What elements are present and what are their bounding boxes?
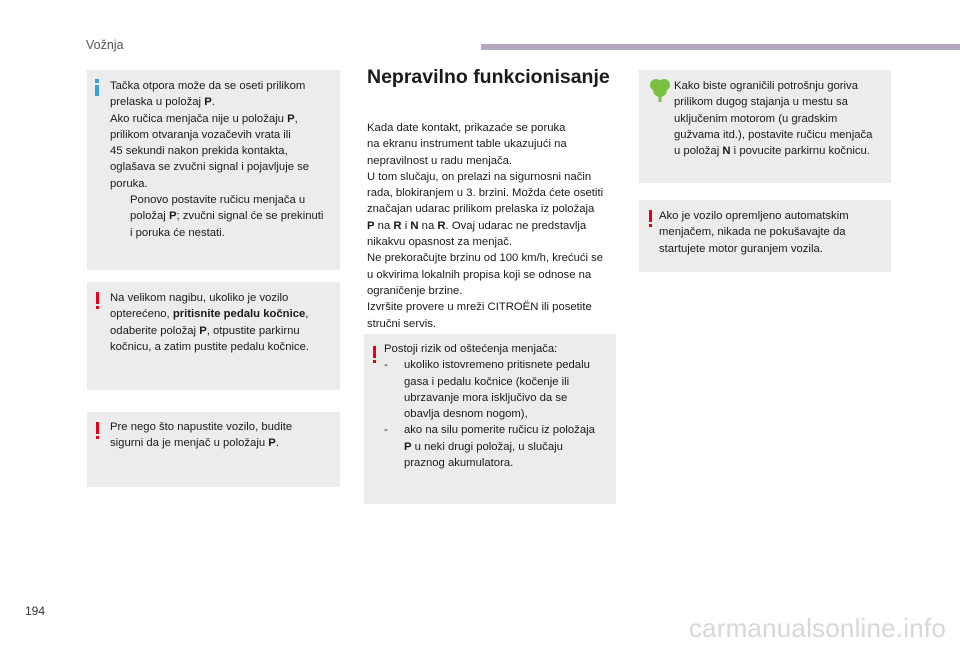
warning-box: Ako je vozilo opremljeno automatskim menjačem, nikada ne pokušavajte da startujete motor guranjem vozila. xyxy=(639,200,891,272)
info-line: Tačka otpora može da se oseti prilikom xyxy=(110,80,306,92)
body-text: Kada date kontakt, prikazaće se poruka na ekranu instrument table ukazujući na nepravilnost u radu menjača. U tom slučaju, on prelazi na sigurnosni način rada, blokiranjem u 3. brzini. Možda ćete osetiti značajan udarac prilikom prelaska iz položaja P na R i N na R. Ovaj udarac ne predstavlja nikakvu opasnost za menjač. Ne prekoračujte brzinu od 100 km/h, krećući se u okvirima lokalnih propisa koji se odnose na ograničenje brzine. Izvršite provere u mreži CITROËN ili posetite stručni servis. xyxy=(367,122,604,330)
warning-box: Na velikom nagibu, ukoliko je vozilo opterećeno, pritisnite pedalu kočnice, odaberite položaj P, otpustite parkirnu kočnicu, a zatim pustite pedalu kočnice. xyxy=(87,282,340,390)
warning-icon xyxy=(373,346,377,364)
info-line: prilikom otvaranja vozačevih vrata ili xyxy=(110,128,291,141)
warning-icon xyxy=(649,210,653,228)
eco-leaf-icon xyxy=(649,78,671,102)
bullet-mark-icon xyxy=(110,192,130,241)
info-icon xyxy=(95,79,99,96)
header-bar xyxy=(481,44,960,50)
eco-box: Kako biste ograničili potrošnju goriva prilikom dugog stajanja u mestu sa uključenim motorom (u gradskim gužvama itd.), postavite ručicu menjača u položaj N i povucite parkirnu kočnicu. xyxy=(639,70,891,183)
info-line: oglašava se zvučni signal i pojavljuje se xyxy=(110,161,310,174)
watermark: carmanualsonline.info xyxy=(688,613,946,643)
warning-box: Postoji rizik od oštećenja menjača: - ukoliko istovremeno pritisnete pedalu gasa i pedalu kočnice (kočenje ili ubrzavanje mora isključivo da se obavlja desnom nogom), - ako na silu pomerite ručicu iz položaja P u neki drugi položaj, u slučaju praznog akumulatora. xyxy=(364,334,616,504)
page-number: 194 xyxy=(25,604,46,618)
warning-icon xyxy=(96,292,100,310)
warning-box: Pre nego što napustite vozilo, budite sigurni da je menjač u položaju P. xyxy=(87,412,340,487)
info-bullet: Ponovo postavite ručicu menjača u položaj P; zvučni signal će se prekinuti i poruka će nestati. xyxy=(110,192,338,241)
section-title: Vožnja xyxy=(86,38,124,52)
warning-icon xyxy=(96,422,100,440)
section-heading: Nepravilno funkcionisanje xyxy=(367,66,610,88)
info-line: 45 sekundi nakon prekida kontakta, xyxy=(110,145,288,158)
list-item: - ako na silu pomerite ručicu iz položaja P u neki drugi položaj, u slučaju praznog akumulatora. xyxy=(384,424,595,470)
info-box xyxy=(87,70,340,270)
list-item: - ukoliko istovremeno pritisnete pedalu gasa i pedalu kočnice (kočenje ili ubrzavanje mora isključivo da se obavlja desnom nogom), xyxy=(384,359,590,421)
info-line: poruka. xyxy=(110,177,148,190)
info-line: Ako ručica menjača nije u položaju P, xyxy=(110,112,298,125)
info-line: prelaska u položaj P. xyxy=(110,96,215,109)
